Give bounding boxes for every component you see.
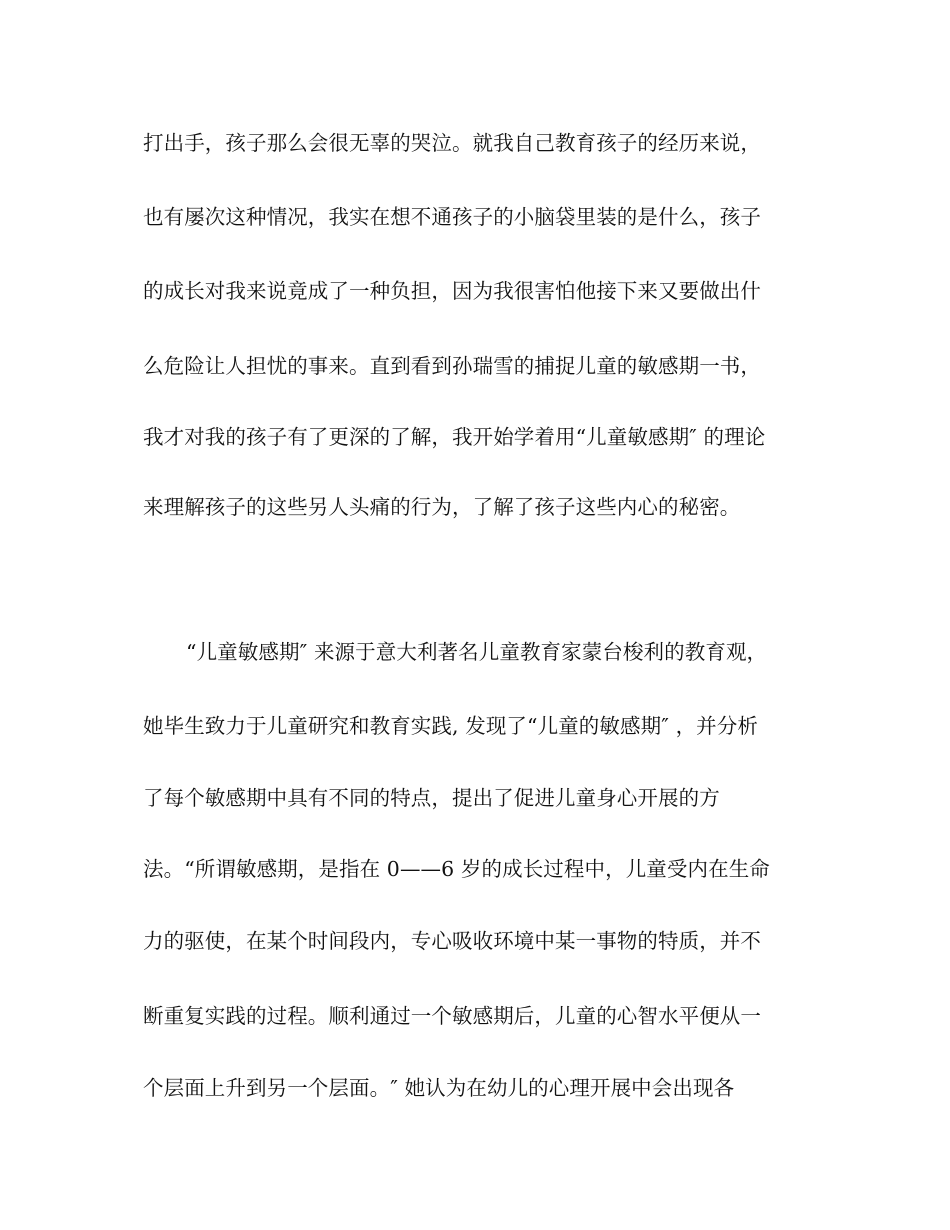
text-line: 断重复实践的过程。顺利通过一个敏感期后，儿童的心智水平便从一 [143,1004,761,1028]
text-line: 她毕生致力于儿童研究和教育实践, 发现了“儿童的敏感期″ ，并分析 [143,714,758,738]
text-line: 来理解孩子的这些另人头痛的行为，了解了孩子这些内心的秘密。 [143,495,741,519]
text-line: 个层面上升到另一个层面。″ 她认为在幼儿的心理开展中会出现各 [143,1076,735,1100]
text-line: 的成长对我来说竟成了一种负担，因为我很害怕他接下来又要做出什 [143,279,761,303]
text-line: 打出手，孩子那么会很无辜的哭泣。就我自己教育孩子的经历来说， [143,131,761,155]
text-line: “儿童敏感期″ 来源于意大利著名儿童教育家蒙台梭利的教育观， [186,640,768,664]
text-line: 了每个敏感期中具有不同的特点，提出了促进儿童身心开展的方 [143,786,720,810]
text-line: 也有屡次这种情况，我实在想不通孩子的小脑袋里装的是什么，孩子 [143,205,761,229]
text-line: 么危险让人担忧的事来。直到看到孙瑞雪的捕捉儿童的敏感期一书， [143,354,761,378]
text-line: 法。“所谓敏感期，是指在 0——6 岁的成长过程中，儿童受内在生命 [143,857,770,881]
text-line: 我才对我的孩子有了更深的了解，我开始学着用“儿童敏感期″ 的理论 [143,425,766,449]
text-line: 力的驱使，在某个时间段内，专心吸收环境中某一事物的特质，并不 [143,929,761,953]
